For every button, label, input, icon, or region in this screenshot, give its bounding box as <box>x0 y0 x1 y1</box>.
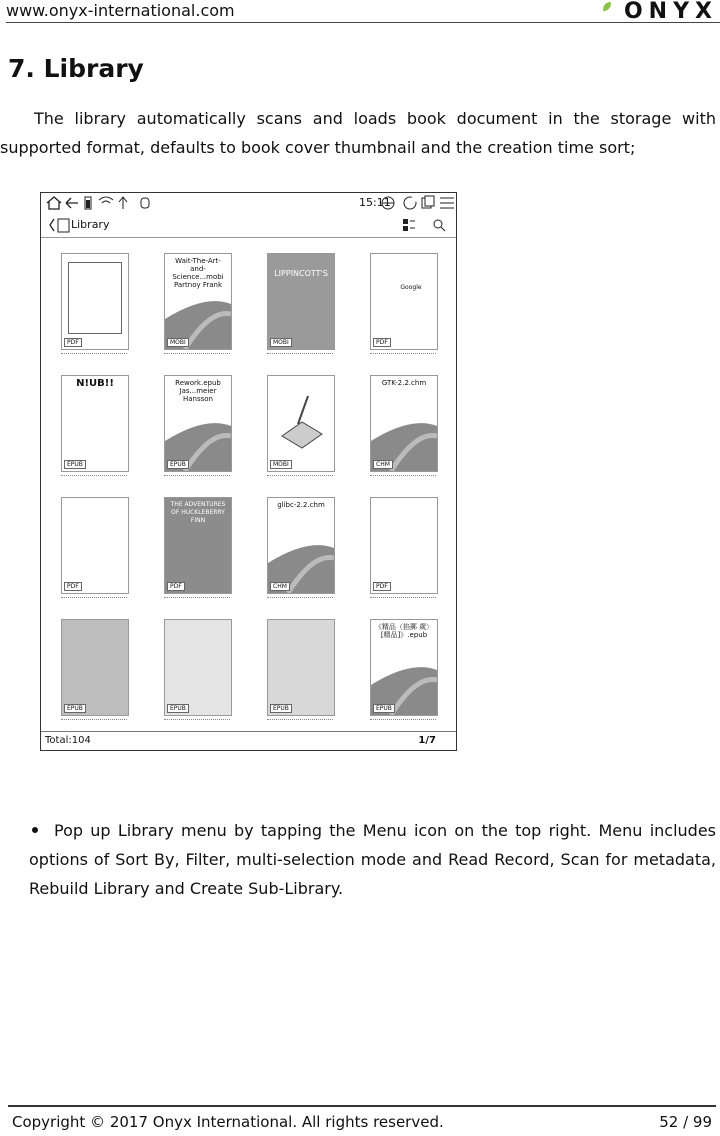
format-badge: PDF <box>167 582 185 591</box>
book-cover[interactable] <box>164 619 232 716</box>
book-cover[interactable] <box>267 375 335 472</box>
format-badge: MOBI <box>270 338 292 347</box>
page-header <box>6 0 720 23</box>
section-title: 7. Library <box>8 54 144 83</box>
format-badge: CHM <box>270 582 290 591</box>
onyx-logo: ONYX <box>623 0 718 24</box>
book-cover[interactable] <box>267 619 335 716</box>
total-count: Total:104 <box>45 735 91 746</box>
page-number: 52 / 99 <box>659 1113 712 1131</box>
status-right-icons <box>379 194 459 212</box>
library-toolbar <box>41 213 456 238</box>
format-badge: EPUB <box>373 704 395 713</box>
book-cover[interactable]: Wait-The-Art-and-Science...mobi Partnoy Frank MOBI <box>164 253 232 350</box>
book-cover[interactable]: 《精品（掐郵 歲〉[精品]》.epub EPUB <box>370 619 438 716</box>
book-cover[interactable] <box>370 497 438 594</box>
book-cover[interactable]: N!UB!! EPUB <box>61 375 129 472</box>
book-cover[interactable]: glibc-2.2.chm CHM <box>267 497 335 594</box>
library-footer <box>41 731 456 750</box>
intro-line-1: The library automatically scans and loads book document in the storage with <box>34 109 716 128</box>
copyright: Copyright © 2017 Onyx International. All rights reserved. <box>12 1113 444 1131</box>
book-cover[interactable]: Google PDF <box>370 253 438 350</box>
bullet-line-1: Pop up Library menu by tapping the Menu icon on the top right. Menu includes <box>54 821 716 840</box>
format-badge: MOBI <box>270 460 292 469</box>
book-cover[interactable]: GTK-2.2.chm CHM <box>370 375 438 472</box>
format-badge: PDF <box>373 582 391 591</box>
logo-leaf-icon <box>601 2 613 12</box>
search-icon[interactable] <box>432 218 446 232</box>
bullet-icon <box>32 827 38 833</box>
menu-icon[interactable] <box>402 218 416 232</box>
format-badge: EPUB <box>64 460 86 469</box>
site-url: www.onyx-international.com <box>6 1 235 20</box>
intro-paragraph <box>0 104 716 162</box>
page-indicator[interactable]: 1/7 <box>418 735 436 746</box>
format-badge: PDF <box>64 338 82 347</box>
format-badge: EPUB <box>270 704 292 713</box>
format-badge: MOBI <box>167 338 189 347</box>
status-bar <box>41 193 456 213</box>
book-cover[interactable] <box>61 253 129 350</box>
bullet-line-3: Rebuild Library and Create Sub-Library. <box>29 879 344 898</box>
library-title: Library <box>71 218 110 231</box>
book-cover[interactable]: THE ADVENTURES OF HUCKLEBERRY FINN PDF <box>164 497 232 594</box>
book-cover[interactable] <box>61 497 129 594</box>
format-badge: PDF <box>64 582 82 591</box>
book-cover[interactable]: LIPPINCOTT'S MOBI <box>267 253 335 350</box>
format-badge: EPUB <box>167 460 189 469</box>
page-footer <box>8 1105 716 1131</box>
format-badge: PDF <box>373 338 391 347</box>
book-cover[interactable]: Rework.epub Jas...meier Hansson EPUB <box>164 375 232 472</box>
book-cover[interactable] <box>61 619 129 716</box>
clock: 15:11 <box>359 196 391 209</box>
bullet-line-2: options of Sort By, Filter, multi-selection mode and Read Record, Scan for metadata, <box>29 850 716 869</box>
back-icon[interactable] <box>47 215 73 235</box>
library-screenshot <box>40 192 457 751</box>
format-badge: EPUB <box>64 704 86 713</box>
format-badge: CHM <box>373 460 393 469</box>
intro-line-2: supported format, defaults to book cover thumbnail and the creation time sort; <box>0 138 636 157</box>
status-left-icons <box>45 194 155 212</box>
format-badge: EPUB <box>167 704 189 713</box>
